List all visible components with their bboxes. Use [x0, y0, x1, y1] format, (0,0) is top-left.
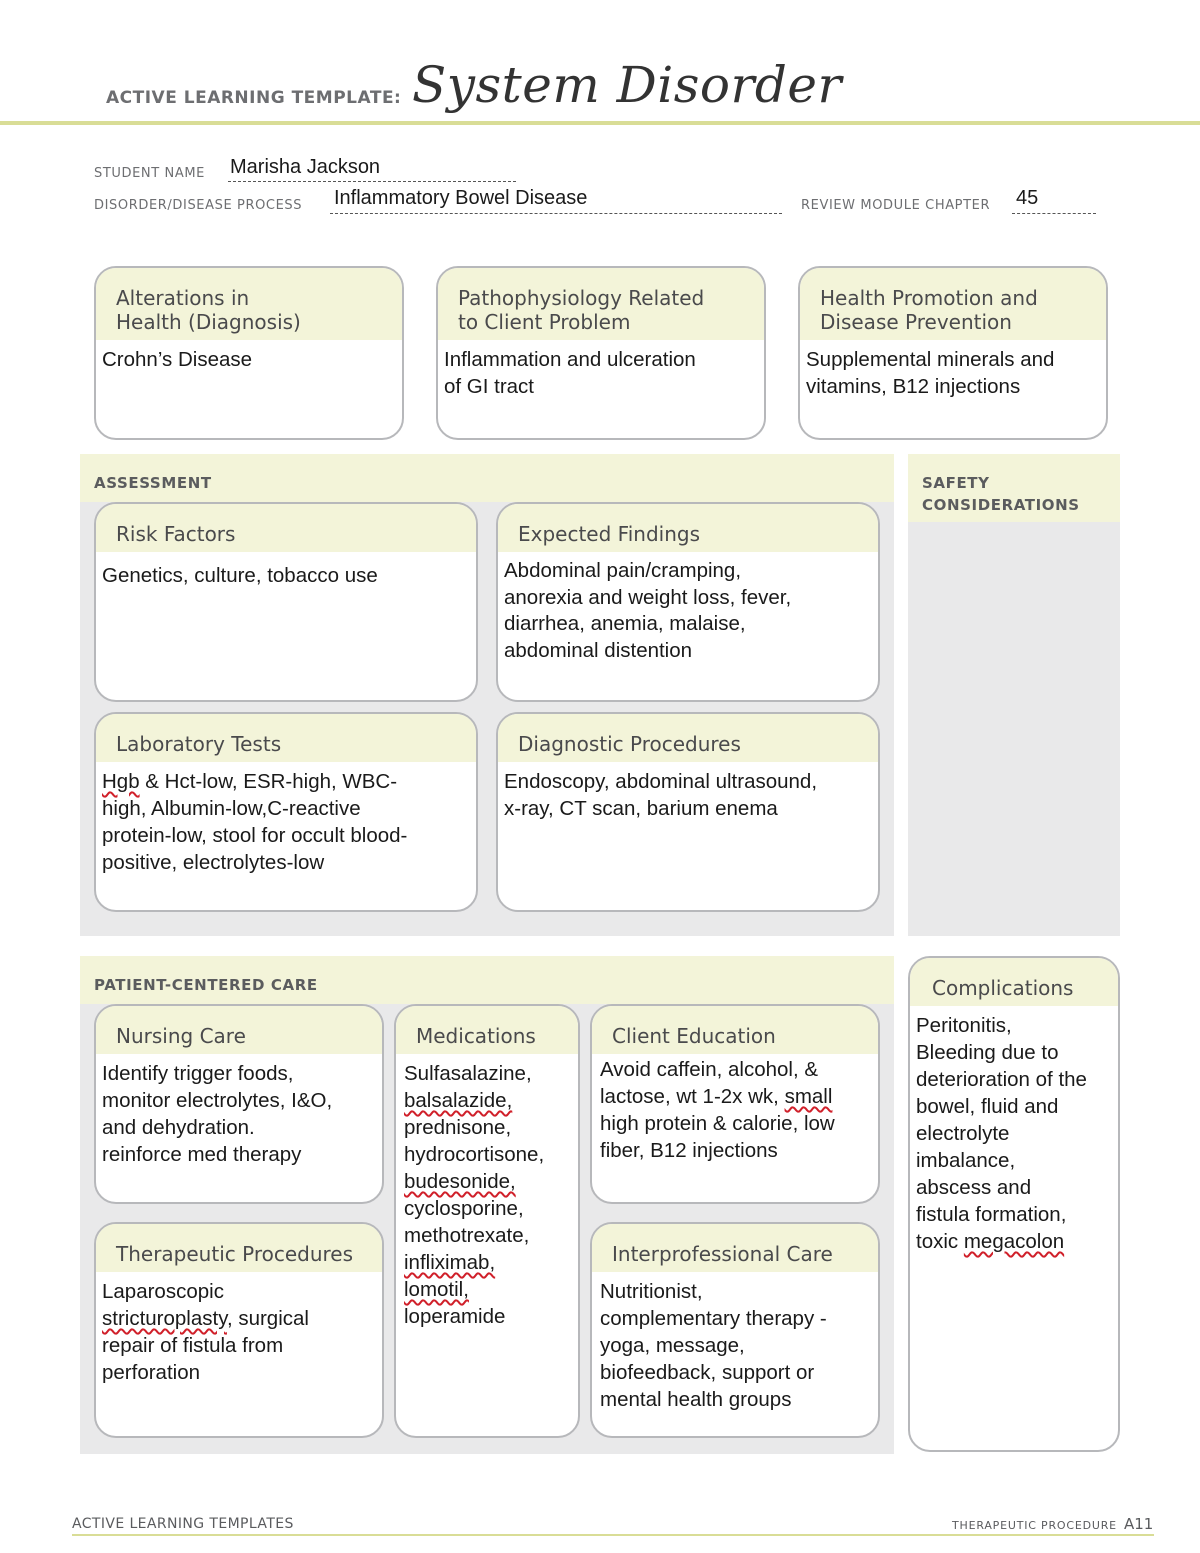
spell-flag-infliximab: infliximab, [404, 1251, 496, 1274]
alterations-box [94, 266, 404, 440]
complications-title: Complications [910, 958, 1118, 1006]
assessment-title: ASSESSMENT [80, 454, 894, 502]
student-name-label: STUDENT NAME [94, 166, 205, 181]
medications-title: Medications [396, 1006, 578, 1054]
diagnostic-procedures-box [496, 712, 880, 912]
tp-line: repair of fistula from [102, 1334, 284, 1357]
safety-panel [908, 454, 1120, 936]
med-line: methotrexate, [404, 1224, 530, 1247]
chapter-underline [1012, 213, 1096, 214]
expected-findings-title: Expected Findings [498, 504, 878, 552]
template-prefix: ACTIVE LEARNING TEMPLATE: [106, 88, 402, 108]
med-line: prednisone, [404, 1116, 512, 1139]
page-title: System Disorder [412, 56, 842, 114]
student-name-underline [228, 181, 516, 182]
laboratory-tests-rest: & Hct-low, ESR-high, WBC- high, Albumin-low,C-reactive protein-low, stool for occult blood- positive, electrolytes-low [102, 770, 408, 874]
tp-line2-end: , surgical [226, 1307, 309, 1330]
disorder-label: DISORDER/DISEASE PROCESS [94, 198, 303, 213]
spell-flag-stricturoplasty: stricturoplasty [102, 1307, 227, 1330]
med-line: loperamide [404, 1305, 506, 1328]
spell-flag-megacolon: megacolon [963, 1230, 1065, 1253]
client-education-box [590, 1004, 880, 1204]
complications-box [908, 956, 1120, 1452]
header-rule [0, 121, 1200, 125]
pathophysiology-title: Pathophysiology Related to Client Problem [438, 268, 764, 340]
med-line [404, 1276, 572, 1303]
risk-factors-box [94, 502, 478, 702]
footer-procedure-label: THERAPEUTIC PROCEDURE [952, 1519, 1117, 1532]
disorder-underline [330, 213, 782, 214]
laboratory-tests-title: Laboratory Tests [96, 714, 476, 762]
nursing-care-title: Nursing Care [96, 1006, 382, 1054]
health-promotion-title: Health Promotion and Disease Prevention [800, 268, 1106, 340]
complications-list: Peritonitis, Bleeding due to deterioration of the bowel, fluid and electrolyte imbalance, abscess and fistula formation, toxic [916, 1014, 1087, 1253]
expected-findings-box [496, 502, 880, 702]
patient-care-title: PATIENT-CENTERED CARE [80, 956, 894, 1004]
edu-line2-start: lactose, wt 1-2x wk, [600, 1085, 785, 1108]
therapeutic-procedures-title: Therapeutic Procedures [96, 1224, 382, 1272]
medications-text[interactable] [396, 1054, 578, 1330]
risk-factors-title: Risk Factors [96, 504, 476, 552]
footer-rule [72, 1534, 1154, 1536]
therapeutic-procedures-text[interactable] [96, 1272, 382, 1386]
interprofessional-care-text[interactable]: Nutritionist, complementary therapy - yoga, message, biofeedback, support or mental health groups [600, 1280, 827, 1411]
edu-line [600, 1083, 872, 1110]
footer-page-number: A11 [1124, 1515, 1154, 1533]
disorder-field[interactable]: Inflammatory Bowel Disease [334, 187, 588, 209]
tp-line: Laparoscopic [102, 1280, 224, 1303]
med-line: hydrocortisone, [404, 1143, 545, 1166]
edu-line: Avoid caffein, alcohol, & [600, 1058, 819, 1081]
med-line: Sulfasalazine, [404, 1062, 532, 1085]
med-line [404, 1168, 572, 1195]
chapter-label: REVIEW MODULE CHAPTER [801, 198, 991, 213]
expected-findings-text[interactable]: Abdominal pain/cramping, anorexia and weight loss, fever, diarrhea, anemia, malaise, abdominal distention [504, 559, 792, 662]
alterations-text[interactable]: Crohn’s Disease [102, 348, 253, 371]
edu-line: fiber, B12 injections [600, 1139, 778, 1162]
spell-flag-lomotil: lomotil, [404, 1278, 469, 1301]
spell-flag-balsalazide: balsalazide, [404, 1089, 513, 1112]
spell-flag-budesonide: budesonide, [404, 1170, 516, 1193]
therapeutic-procedures-box [94, 1222, 384, 1438]
spell-flag-small: small [784, 1085, 833, 1108]
laboratory-tests-text[interactable] [96, 762, 476, 876]
medications-box [394, 1004, 580, 1438]
health-promotion-box [798, 266, 1108, 440]
footer-left: ACTIVE LEARNING TEMPLATES [72, 1516, 294, 1532]
tp-line: perforation [102, 1361, 201, 1384]
safety-title: SAFETY CONSIDERATIONS [908, 454, 1120, 522]
client-education-text[interactable] [592, 1054, 878, 1164]
laboratory-tests-box [94, 712, 478, 912]
med-line [404, 1249, 572, 1276]
nursing-care-box [94, 1004, 384, 1204]
diagnostic-procedures-text[interactable]: Endoscopy, abdominal ultrasound, x-ray, CT scan, barium enema [504, 770, 818, 820]
edu-line: high protein & calorie, low [600, 1112, 835, 1135]
complications-text[interactable] [910, 1006, 1118, 1255]
alterations-title: Alterations in Health (Diagnosis) [96, 268, 402, 340]
med-line: cyclosporine, [404, 1197, 524, 1220]
health-promotion-text[interactable]: Supplemental minerals and vitamins, B12 injections [806, 348, 1055, 398]
risk-factors-text[interactable]: Genetics, culture, tobacco use [102, 564, 378, 587]
chapter-field[interactable]: 45 [1016, 187, 1039, 209]
diagnostic-procedures-title: Diagnostic Procedures [498, 714, 878, 762]
pathophysiology-box [436, 266, 766, 440]
nursing-care-text[interactable]: Identify trigger foods, monitor electrolytes, I&O, and dehydration. reinforce med therapy [102, 1062, 333, 1166]
med-line [404, 1087, 572, 1114]
client-education-title: Client Education [592, 1006, 878, 1054]
interprofessional-care-title: Interprofessional Care [592, 1224, 878, 1272]
interprofessional-care-box [590, 1222, 880, 1438]
tp-line [102, 1305, 376, 1332]
spell-flag-hgb: Hgb [102, 770, 140, 793]
pathophysiology-text[interactable]: Inflammation and ulceration of GI tract [444, 348, 696, 398]
student-name-field[interactable]: Marisha Jackson [230, 156, 381, 178]
